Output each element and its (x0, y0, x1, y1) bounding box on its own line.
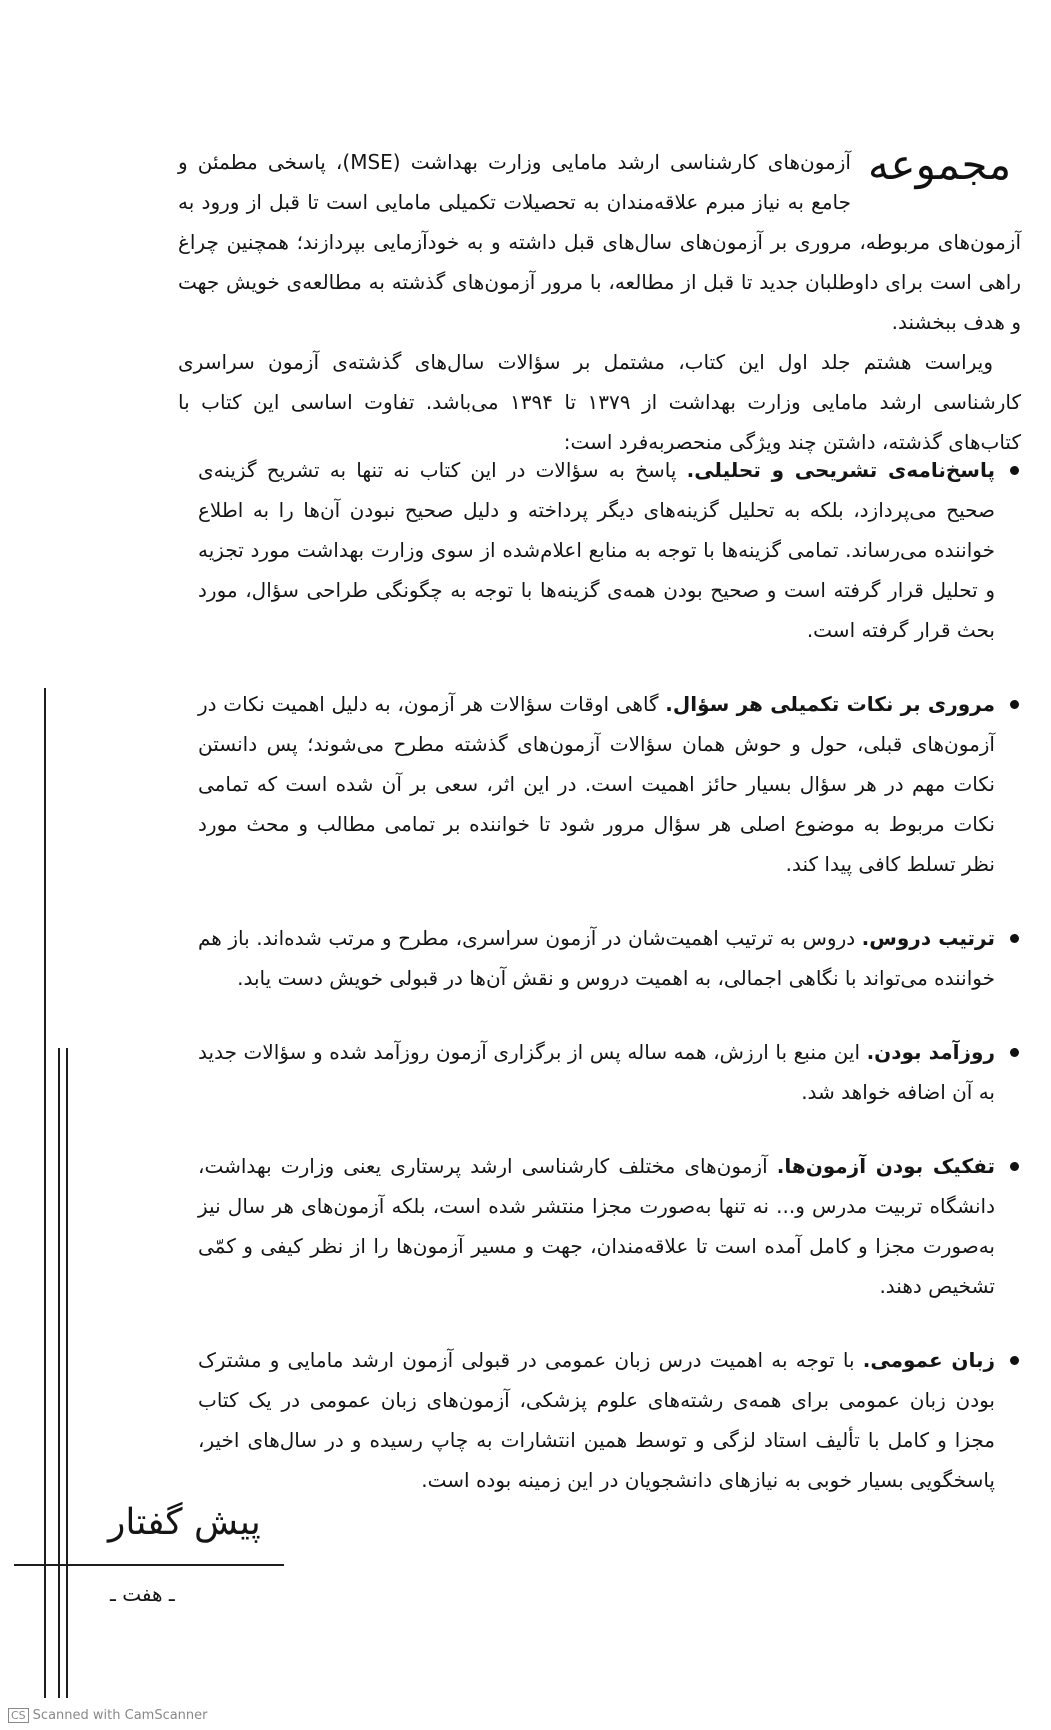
title-space (851, 142, 1021, 220)
watermark-text: Scanned with CamScanner (32, 1708, 208, 1723)
scanner-watermark (8, 1708, 208, 1723)
bullet-icon (1010, 700, 1019, 709)
feature-heading: تفکیک بودن آزمون‌ها. (776, 1154, 995, 1178)
feature-text: این منبع با ارزش، همه ساله پس از برگزاری آزمون روزآمد شده و سؤالات جدید به آن اضافه خواهد شد. (198, 1040, 995, 1104)
intro-paragraph: ویراست هشتم جلد اول این کتاب، مشتمل بر سؤالات سال‌های گذشته‌ی آزمون سراسری کارشناسی ارشد مامایی وزارت بهداشت از ۱۳۷۹ تا ۱۳۹۴ می‌باشد. تفاوت اساسی این کتاب با کتاب‌های گذشته، داشتن چند ویژگی منحصربه‌فرد است: (178, 350, 1021, 454)
margin-rule (44, 688, 46, 1698)
feature-item (198, 918, 1021, 998)
margin-rule (58, 1048, 60, 1698)
feature-heading: زبان عمومی. (862, 1348, 995, 1372)
bullet-icon (1010, 1048, 1019, 1057)
section-title: مجموعه (868, 140, 1012, 189)
feature-list (198, 450, 1021, 1534)
feature-item (198, 1032, 1021, 1112)
bullet-icon (1010, 1162, 1019, 1171)
feature-item (198, 684, 1021, 884)
camscanner-logo-icon: CS (8, 1708, 29, 1723)
feature-text: دروس به ترتیب اهمیت‌شان در آزمون سراسری، مطرح و مرتب شده‌اند. باز هم خواننده می‌تواند با نگاهی اجمالی، به اهمیت دروس و نقش آن‌ها در قبولی خویش دست یابد. (198, 926, 995, 990)
intro-paragraph: آزمون‌های کارشناسی ارشد مامایی وزارت بهداشت (MSE)، پاسخی مطمئن و جامع به نیاز مبرم علاقه‌مندان به تحصیلات تکمیلی مامایی است تا قبل از ورود به آزمون‌های مربوطه، مروری بر آزمون‌های سال‌های قبل داشته و به خودآزمایی بپردازند؛ همچنین چراغ راهی است برای داوطلبان جدید تا قبل از مطالعه، با مرور آزمون‌های گذشته به مطالعه‌ی خویش جهت و هدف ببخشند. (178, 150, 1021, 334)
page-number: ـ هفت ـ (110, 1582, 175, 1606)
feature-heading: روزآمد بودن. (866, 1040, 995, 1064)
feature-heading: ترتیب دروس. (861, 926, 995, 950)
bullet-icon (1010, 466, 1019, 475)
intro-text (178, 142, 1021, 462)
footer-rule (14, 1564, 284, 1566)
feature-text: با توجه به اهمیت درس زبان عمومی در قبولی آزمون ارشد مامایی و مشترک بودن زبان عمومی برای همه‌ی رشته‌های علوم پزشکی، آزمون‌های زبان عمومی در یک کتاب مجزا و کامل با تألیف استاد لزگی و توسط همین انتشارات به چاپ رسیده و در سال‌های اخیر، پاسخگویی بسیار خوبی به نیازهای دانشجویان در این زمینه بوده است. (198, 1348, 995, 1492)
feature-item (198, 450, 1021, 650)
foreword-label: پیش گفتار (108, 1502, 261, 1543)
feature-text: آزمون‌های مختلف کارشناسی ارشد پرستاری یعنی وزارت بهداشت، دانشگاه تربیت مدرس و... نه تنها به‌صورت مجزا منتشر شده است، بلکه آزمون‌های هر سال نیز به‌صورت مجزا و کامل آمده است تا علاقه‌مندان، جهت و مسیر آزمون‌ها را از نظر کیفی و کمّی تشخیص دهند. (198, 1154, 995, 1298)
feature-heading: مروری بر نکات تکمیلی هر سؤال. (665, 692, 995, 716)
feature-text: گاهی اوقات سؤالات هر آزمون، به دلیل اهمیت نکات در آزمون‌های قبلی، حول و حوش همان سؤالات آزمون‌های گذشته مطرح می‌شوند؛ پس دانستن نکات مهم در هر سؤال بسیار حائز اهمیت است. در این اثر، سعی بر آن شده است که تمامی نکات مربوط به موضوع اصلی هر سؤال مرور شود تا خواننده بر تمامی مطالب و محث مورد نظر تسلط کافی پیدا کند. (198, 692, 995, 876)
feature-item (198, 1146, 1021, 1306)
bullet-icon (1010, 1356, 1019, 1365)
feature-heading: پاسخ‌نامه‌ی تشریحی و تحلیلی. (686, 458, 995, 482)
bullet-icon (1010, 934, 1019, 943)
feature-item (198, 1340, 1021, 1500)
feature-text: پاسخ به سؤالات در این کتاب نه تنها به تشریح گزینه‌ی صحیح می‌پردازد، بلکه به تحلیل گزینه‌های دیگر پرداخته و دلیل صحیح نبودن آن‌ها را به اطلاع خواننده می‌رساند. تمامی گزینه‌ها با توجه به منابع اعلام‌شده از سوی وزارت بهداشت مورد تجزیه و تحلیل قرار گرفته است و صحیح بودن همه‌ی گزینه‌ها با توجه به چگونگی طراحی سؤال، مورد بحث قرار گرفته است. (198, 458, 995, 642)
margin-rule (66, 1048, 68, 1698)
